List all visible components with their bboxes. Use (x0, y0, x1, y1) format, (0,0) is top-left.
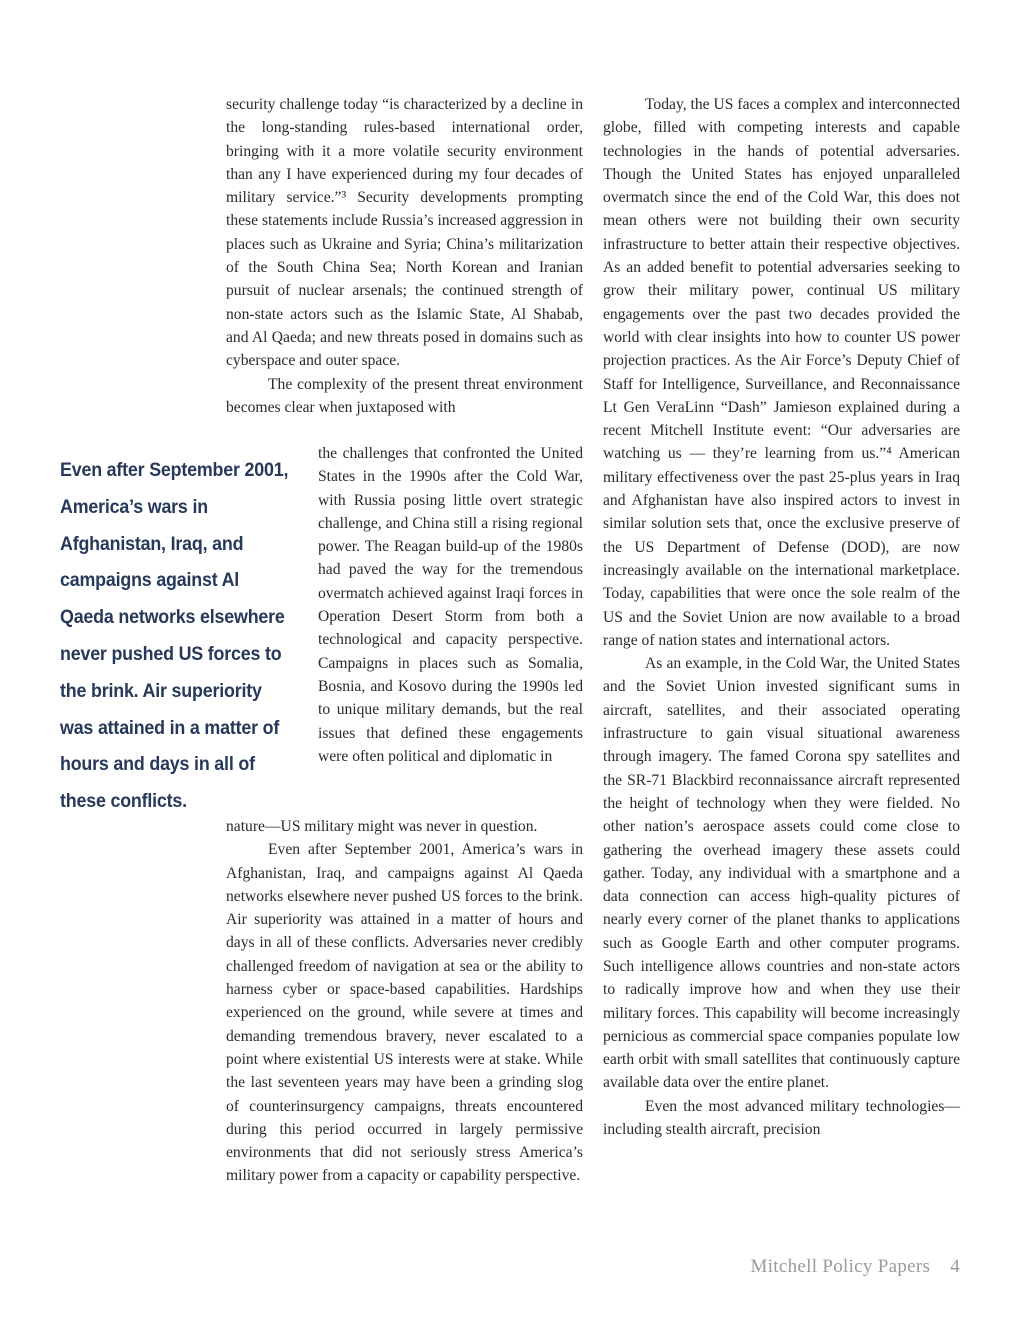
paragraph: Today, the US faces a complex and interconnected globe, filled with competing interests and capable technologies in the hands of potential adversaries. Though the United States has enjoyed unparalleled overmatch since the end of the Cold War, this does not mean others were not building their own security infrastructure to better attain their respective objectives. As an added benefit to potential adversaries seeking to grow their military power, continual US military engagements over the past two decades provided the world with clear insights into how to counter US power projection practices. As the Air Force’s Deputy Chief of Staff for Intelligence, Surveillance, and Reconnaissance Lt Gen VeraLinn “Dash” Jamieson explained during a recent Mitchell Institute event: “Our adversaries are watching us — they’re learning from us.”⁴ American military effectiveness over the past 25-plus years in Iraq and Afghanistan have also inspired actors to invest in similar solution sets that, once the exclusive preserve of the US Department of Defense (DOD), are now increasingly available on the international marketplace. Today, capabilities that were once the sole realm of the US and the Soviet Union are now available to a broad range of nation states and international actors. (603, 96, 960, 649)
paragraph: nature—US military might was never in question. (226, 818, 538, 835)
paragraph: the challenges that confronted the United States in the 1990s after the Cold War, with Russia posing little overt strategic challenge, and China still a rising regional power. The Reagan build-up of the 1980s had paved the way for the tremendous overmatch achieved against Iraqi forces in Operation Desert Storm from both a technological and capacity perspective. Campaigns in places such as Somalia, Bosnia, and Kosovo during the 1990s led to unique military demands, but the real issues that defined these engagements were often political and diplomatic in (318, 445, 583, 765)
right-column (603, 93, 960, 1141)
paragraph: security challenge today “is characterized by a decline in the long-standing rules-based international order, bringing with it a more volatile security environment than any I have experienced during my four decades of military service.”³ Security developments prompting these statements include Russia’s increased aggression in places such as Ukraine and Syria; China’s militarization of the South China Sea; North Korean and Iranian pursuit of nuclear arsenals; the continued strength of non-state actors such as the Islamic State, Al Shabab, and Al Qaeda; and new threats posed in domains such as cyberspace and outer space. (226, 96, 583, 370)
publication-title: Mitchell Policy Papers (750, 1256, 931, 1277)
pull-quote: Even after September 2001, America’s wars in Afghanistan, Iraq, and campaigns against Al Qaeda networks elsewhere never pushed US forces to the brink. Air superiority was attained in a matter of hours and days in all of these conflicts. (60, 460, 289, 813)
left-column-top (226, 93, 583, 419)
page-number: 4 (950, 1256, 960, 1277)
paragraph: Even the most advanced military technologies—including stealth aircraft, precision (603, 1097, 960, 1139)
page-footer (751, 1256, 961, 1278)
paragraph: The complexity of the present threat environment becomes clear when juxtaposed with (226, 375, 583, 416)
left-column-wrap (318, 442, 583, 768)
paragraph: As an example, in the Cold War, the United States and the Soviet Union invested significant sums in aircraft, satellites, and their associated operating infrastructure to gain visual situational awareness through imagery. The famed Corona spy satellites and the SR-71 Blackbird reconnaissance aircraft represented the height of technology when they were fielded. No other nation’s aerospace assets could come close to gathering the overhead imagery these assets could gather. Today, any individual with a smartphone and a data connection can access high-quality pictures of nearly every corner of the planet thanks to applications such as Google Earth and other computer programs. Such intelligence allows countries and non-state actors to radically improve how and when they use their military forces. This capability will become increasingly pernicious as commercial space companies populate low earth orbit with small satellites that continuously capture available data over the entire planet. (603, 655, 960, 1092)
paragraph: Even after September 2001, America’s wars in Afghanistan, Iraq, and campaigns against Al Qaeda networks elsewhere never pushed US forces to the brink. Air superiority was attained in a matter of hours and days in all of these conflicts. Adversaries never credibly challenged freedom of navigation at sea or the ability to harness cyber or space-based capabilities. Hardships experienced on the ground, while severe at times and demanding tremendous bravery, never escalated to a point where existential US interests were at stake. While the last seventeen years may have been a grinding slog of counterinsurgency campaigns, threats encountered during this period occurred in largely permissive environments that did not seriously stress America’s military power from a capacity or capability perspective. (226, 841, 583, 1185)
left-column-bottom (226, 815, 583, 1188)
